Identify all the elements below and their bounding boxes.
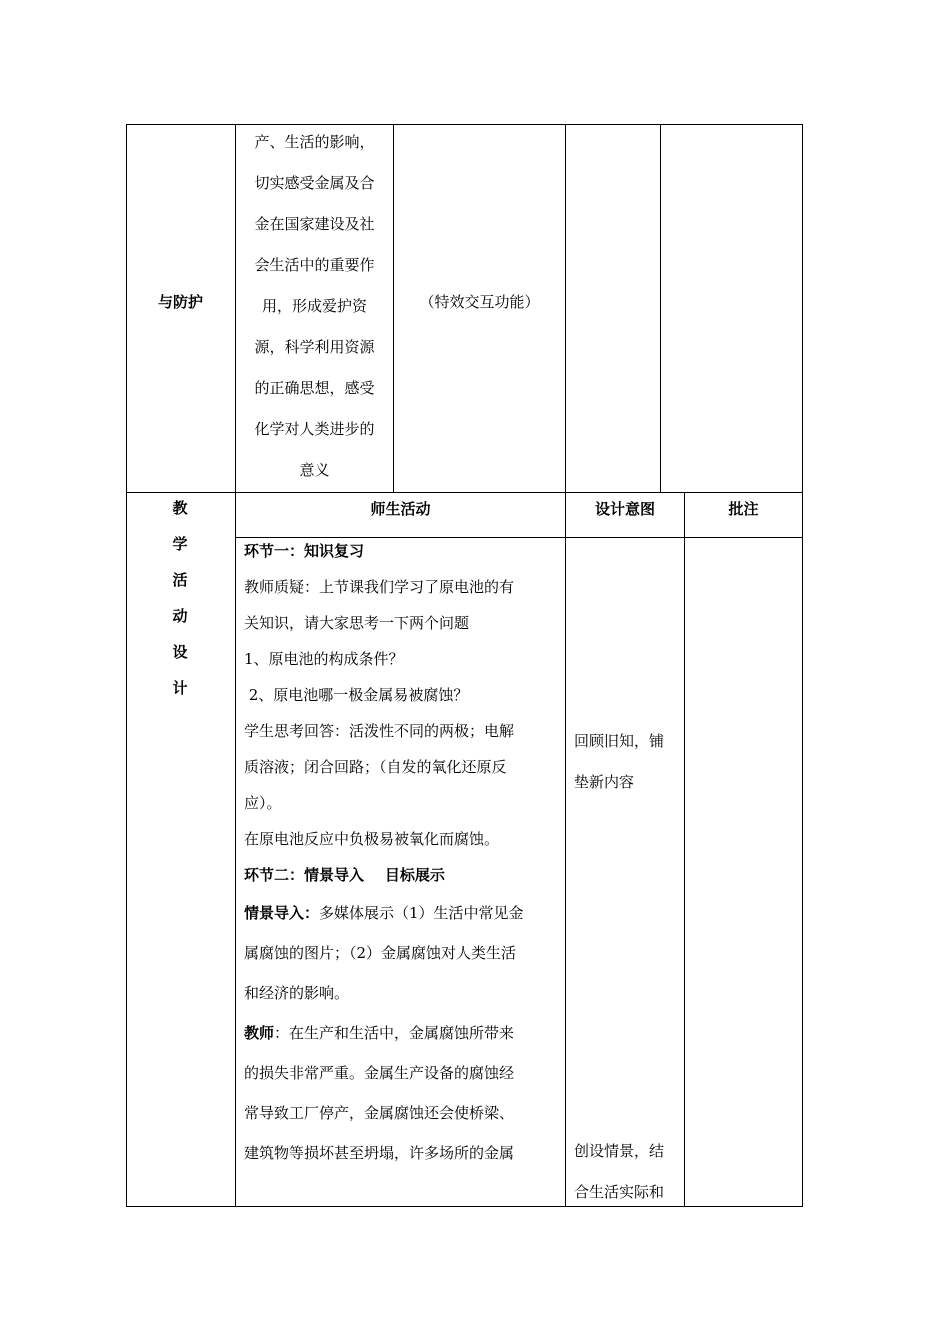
activity-line: 建筑物等损坏甚至坍塌，许多场所的金属 <box>244 1144 515 1162</box>
goals-line: 产、生活的影响， <box>254 133 375 151</box>
intent-line: 垫新内容 <box>574 773 635 791</box>
table-top-border <box>126 124 803 125</box>
activity-line: 教师质疑：上节课我们学习了原电池的有 <box>244 578 515 596</box>
activity-line: 常导致工厂停产，金属腐蚀还会使桥梁、 <box>244 1104 515 1122</box>
header-activity: 师生活动 <box>370 500 431 518</box>
intent-line: 回顾旧知，铺 <box>574 732 665 750</box>
table-col-divider-top-3 <box>565 124 566 493</box>
header-notes: 批注 <box>728 500 759 518</box>
section1-title: 环节一：知识复习 <box>244 542 365 560</box>
intent-2 <box>574 1131 664 1213</box>
goals-line: 的正确思想，感受 <box>254 379 375 397</box>
activity-line: 关知识，请大家思考一下两个问题 <box>244 614 470 632</box>
intro-label: 情景导入： <box>244 904 320 922</box>
topic-label: 与防护 <box>157 293 203 311</box>
intent-1 <box>574 721 664 803</box>
intent-line: 合生活实际和 <box>574 1183 665 1201</box>
side-label-char: 活 <box>172 571 188 589</box>
table-bottom-border <box>126 1206 803 1207</box>
teacher-text: ：在生产和生活中，金属腐蚀所带来 <box>274 1024 515 1042</box>
goals-line: 源，科学利用资源 <box>254 338 375 356</box>
activity-line: 1、原电池的构成条件？ <box>244 650 404 668</box>
goals-text <box>236 122 393 491</box>
activity-line: 和经济的影响。 <box>244 984 350 1002</box>
activity-line <box>244 1013 562 1053</box>
activity-line: 属腐蚀的图片；（2）金属腐蚀对人类生活 <box>244 944 517 962</box>
activity-line <box>244 893 562 933</box>
activity-line: 2、原电池哪一极金属易被腐蚀？ <box>244 686 469 704</box>
activity-line: 的损失非常严重。金属生产设备的腐蚀经 <box>244 1064 515 1082</box>
activity-line: 应）。 <box>244 794 282 812</box>
table-col-divider-low-3 <box>684 492 685 1207</box>
table-right-border <box>802 124 803 1207</box>
goals-line: 会生活中的重要作 <box>254 256 375 274</box>
activity-content <box>244 533 562 1173</box>
feature-label: （特效交互功能） <box>419 293 540 311</box>
table-col-divider-low-2 <box>565 492 566 1207</box>
goals-line: 化学对人类进步的 <box>254 420 375 438</box>
header-intent: 设计意图 <box>594 500 655 518</box>
intent-line: 创设情景，结 <box>574 1142 665 1160</box>
activity-line: 学生思考回答：活泼性不同的两极；电解 <box>244 722 515 740</box>
teacher-label: 教师 <box>244 1024 275 1042</box>
side-label-char: 学 <box>172 535 188 553</box>
goals-line: 切实感受金属及合 <box>254 174 375 192</box>
goals-line: 金在国家建设及社 <box>254 215 375 233</box>
activity-line: 在原电池反应中负极易被氧化而腐蚀。 <box>244 830 500 848</box>
intro-text: 多媒体展示（1）生活中常见金 <box>319 904 524 922</box>
section2-title: 环节二：情景导入 目标展示 <box>244 866 445 884</box>
goals-line: 意义 <box>299 461 330 479</box>
side-label-char: 教 <box>172 499 188 517</box>
side-label-char: 计 <box>172 679 188 697</box>
activity-line: 质溶液；闭合回路；（自发的氧化还原反 <box>244 758 507 776</box>
table-col-divider-top-4 <box>660 124 661 493</box>
goals-line: 用，形成爱护资 <box>261 297 367 315</box>
side-label-char: 设 <box>172 643 188 661</box>
side-label-char: 动 <box>172 607 188 625</box>
